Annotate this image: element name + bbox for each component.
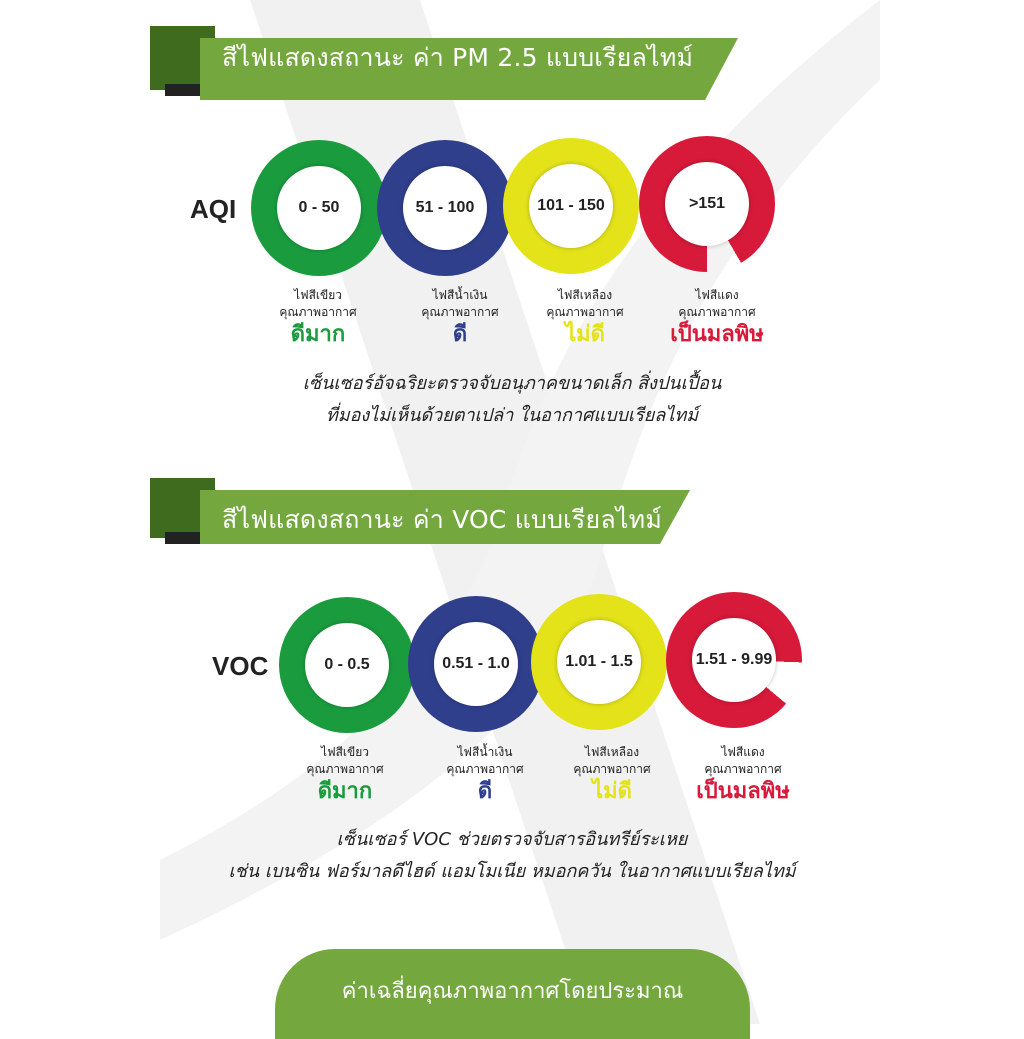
section-banner [0, 474, 1024, 554]
light-color-label: ไฟสีน้ำเงิน [432, 288, 488, 302]
status-label: ไม่ดี [565, 322, 605, 347]
caption-line: ที่มองไม่เห็นด้วยตาเปล่า ในอากาศแบบเรียลไทม์ [325, 405, 699, 426]
air-quality-label: คุณภาพอากาศ [279, 305, 357, 319]
footer-title: ค่าเฉลี่ยคุณภาพอากาศโดยประมาณ [341, 979, 684, 1004]
air-quality-label: คุณภาพอากาศ [306, 762, 384, 776]
footer-banner [275, 949, 750, 1039]
air-quality-label: คุณภาพอากาศ [678, 305, 756, 319]
status-label: เป็นมลพิษ [696, 779, 790, 804]
status-label: ดี [452, 322, 468, 347]
range-value: 0 - 0.5 [324, 656, 370, 673]
light-color-label: ไฟสีแดง [721, 745, 765, 759]
row-label-voc: VOC [212, 651, 269, 681]
row-label-aqi: AQI [190, 194, 237, 224]
status-label: เป็นมลพิษ [670, 322, 764, 347]
air-quality-label: คุณภาพอากาศ [573, 762, 651, 776]
caption-line: เช่น เบนซิน ฟอร์มาลดีไฮด์ แอมโมเนีย หมอกควัน ในอากาศแบบเรียลไทม์ [228, 861, 796, 882]
light-color-label: ไฟสีเหลือง [557, 288, 613, 302]
section-title: สีไฟแสดงสถานะ ค่า VOC แบบเรียลไทม์ [222, 505, 663, 534]
air-quality-label: คุณภาพอากาศ [446, 762, 524, 776]
status-label: ดีมาก [317, 779, 373, 804]
range-value: 101 - 150 [537, 197, 605, 214]
air-quality-label: คุณภาพอากาศ [546, 305, 624, 319]
pm25-section [0, 24, 1024, 454]
air-quality-label: คุณภาพอากาศ [421, 305, 499, 319]
light-color-label: ไฟสีเขียว [321, 745, 369, 759]
range-value: 0 - 50 [298, 199, 340, 216]
range-value: 0.51 - 1.0 [442, 655, 510, 672]
caption-line: เซ็นเซอร์อัจฉริยะตรวจจับอนุภาคขนาดเล็ก สิ่งปนเปื้อน [302, 373, 722, 394]
status-label: ดีมาก [290, 322, 346, 347]
light-color-label: ไฟสีเขียว [294, 288, 342, 302]
status-label: ไม่ดี [592, 779, 632, 804]
caption-line: เซ็นเซอร์ VOC ช่วยตรวจจับสารอินทรีย์ระเหย [336, 829, 688, 850]
range-value: >151 [688, 195, 726, 212]
section-title: สีไฟแสดงสถานะ ค่า PM 2.5 แบบเรียลไทม์ [222, 43, 694, 72]
light-color-label: ไฟสีแดง [695, 288, 739, 302]
voc-section [0, 474, 1024, 904]
light-color-label: ไฟสีเหลือง [584, 745, 640, 759]
range-value: 1.01 - 1.5 [565, 653, 633, 670]
section-banner [0, 24, 1024, 104]
status-label: ดี [477, 779, 493, 804]
light-color-label: ไฟสีน้ำเงิน [457, 745, 513, 759]
range-value: 1.51 - 9.99 [695, 651, 773, 668]
range-value: 51 - 100 [415, 199, 475, 216]
air-quality-label: คุณภาพอากาศ [704, 762, 782, 776]
